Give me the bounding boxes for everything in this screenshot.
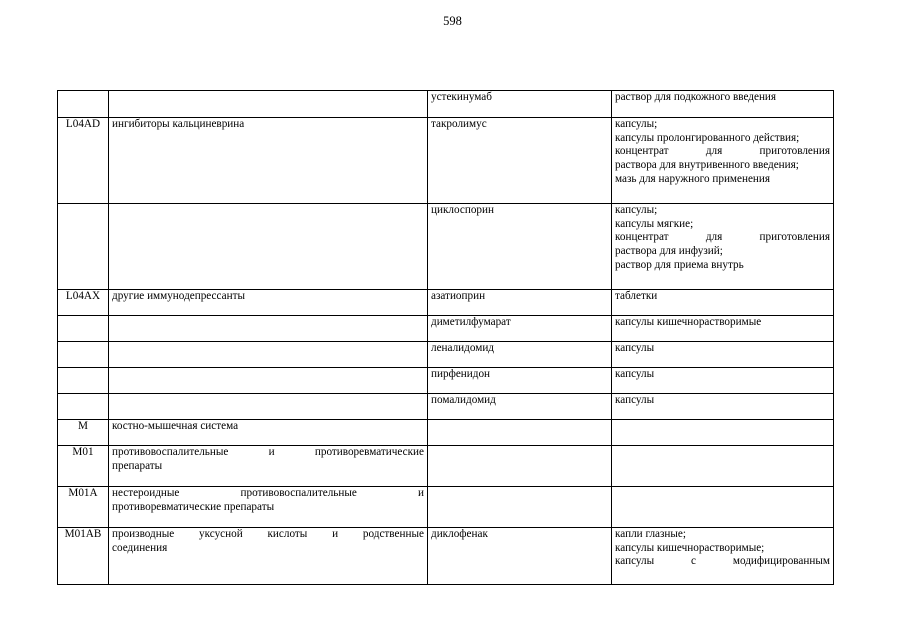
atx-code-cell xyxy=(58,368,109,394)
word: капсулы xyxy=(615,555,655,568)
table-row xyxy=(58,290,834,316)
word: с xyxy=(691,555,696,568)
table-row xyxy=(58,528,834,585)
drug-name-cell: леналидомид xyxy=(428,342,612,368)
drug-name-cell: устекинумаб xyxy=(428,91,612,118)
anatomical-group-cell xyxy=(109,487,428,528)
table-row xyxy=(58,394,834,420)
drug-name-cell xyxy=(428,446,612,487)
dosage-form-cell xyxy=(612,118,834,204)
anatomical-group-cell xyxy=(109,528,428,585)
dosage-form-line: капсулы; xyxy=(615,118,658,130)
table-row xyxy=(58,487,834,528)
word: противоревматические xyxy=(314,446,424,458)
dosage-form-line: таблетки xyxy=(615,290,658,302)
word: и xyxy=(418,487,424,499)
anatomical-group-cell xyxy=(109,446,428,487)
atx-code-cell xyxy=(58,342,109,368)
word: концентрат xyxy=(615,145,669,158)
dosage-form-cell xyxy=(612,446,834,487)
word: производные xyxy=(112,528,175,540)
dosage-form-cell xyxy=(612,487,834,528)
dosage-form-line: капсулы xyxy=(615,342,655,354)
table-row xyxy=(58,368,834,394)
dosage-form-line xyxy=(615,145,830,159)
dosage-form-line: раствора для внутривенного введения; xyxy=(615,159,799,172)
table-row xyxy=(58,204,834,290)
drug-name-cell: диклофенак xyxy=(428,528,612,585)
table-row xyxy=(58,91,834,118)
dosage-form-cell xyxy=(612,368,834,394)
table-row xyxy=(58,342,834,368)
drug-name-cell: циклоспорин xyxy=(428,204,612,290)
atx-code-cell xyxy=(58,394,109,420)
drug-name-cell: помалидомид xyxy=(428,394,612,420)
dosage-form-line: раствора для инфузий; xyxy=(615,245,723,258)
dosage-form-line: раствор для подкожного введения xyxy=(615,91,777,103)
group-name-line xyxy=(112,487,424,501)
dosage-form-cell xyxy=(612,420,834,446)
drug-name-cell: диметилфумарат xyxy=(428,316,612,342)
dosage-form-line: раствор для приема внутрь xyxy=(615,258,744,271)
word: противовоспалительные xyxy=(240,487,357,499)
dosage-form-line: капсулы кишечнорастворимые xyxy=(615,316,762,328)
word: кислоты xyxy=(267,528,308,540)
page-number: 598 xyxy=(443,14,462,28)
drug-name-cell: азатиоприн xyxy=(428,290,612,316)
dosage-form-line: капсулы xyxy=(615,368,655,380)
dosage-form-cell xyxy=(612,290,834,316)
dosage-form-line: капсулы мягкие; xyxy=(615,217,694,230)
word: приготовления xyxy=(759,145,830,158)
group-name-line: другие иммунодепрессанты xyxy=(112,290,245,302)
group-name-line xyxy=(112,446,424,460)
table-row xyxy=(58,118,834,204)
atx-code-cell: M xyxy=(58,420,109,446)
anatomical-group-cell xyxy=(109,316,428,342)
word: уксусной xyxy=(199,528,243,540)
table-row xyxy=(58,316,834,342)
anatomical-group-cell xyxy=(109,420,428,446)
word: и xyxy=(268,446,275,458)
atx-code-cell xyxy=(58,91,109,118)
dosage-form-line: мазь для наружного применения xyxy=(615,172,771,185)
anatomical-group-cell xyxy=(109,91,428,118)
group-name-line: противоревматические препараты xyxy=(112,500,275,513)
word: и xyxy=(332,528,339,540)
word: приготовления xyxy=(759,231,830,244)
dosage-form-line: капсулы кишечнорастворимые; xyxy=(615,541,765,554)
dosage-form-cell xyxy=(612,342,834,368)
word: родственные xyxy=(362,528,424,540)
word: противовоспалительные xyxy=(112,446,229,458)
word: модифицированным xyxy=(732,555,830,568)
anatomical-group-cell xyxy=(109,204,428,290)
drug-name-cell xyxy=(428,420,612,446)
word: нестероидные xyxy=(112,487,180,499)
drug-table xyxy=(57,90,834,585)
anatomical-group-cell xyxy=(109,394,428,420)
atx-code-cell: M01 xyxy=(58,446,109,487)
anatomical-group-cell xyxy=(109,118,428,204)
table-row xyxy=(58,446,834,487)
group-name-line: ингибиторы кальциневрина xyxy=(112,118,245,130)
dosage-form-cell xyxy=(612,204,834,290)
dosage-form-line xyxy=(615,555,830,569)
dosage-form-line: капсулы пролонгированного действия; xyxy=(615,131,800,144)
dosage-form-cell xyxy=(612,91,834,118)
dosage-form-line xyxy=(615,231,830,245)
word: концентрат xyxy=(615,231,669,244)
dosage-form-cell xyxy=(612,528,834,585)
anatomical-group-cell xyxy=(109,290,428,316)
group-name-line: костно-мышечная система xyxy=(112,420,239,432)
anatomical-group-cell xyxy=(109,342,428,368)
dosage-form-line: капсулы xyxy=(615,394,655,406)
atx-code-cell: L04AD xyxy=(58,118,109,204)
dosage-form-cell xyxy=(612,316,834,342)
drug-name-cell: пирфенидон xyxy=(428,368,612,394)
table-row xyxy=(58,420,834,446)
dosage-form-line: капли глазные; xyxy=(615,528,687,540)
atx-code-cell: M01A xyxy=(58,487,109,528)
drug-name-cell xyxy=(428,487,612,528)
dosage-form-line: капсулы; xyxy=(615,204,658,216)
group-name-line: соединения xyxy=(112,541,168,554)
group-name-line xyxy=(112,528,424,542)
atx-code-cell: M01AB xyxy=(58,528,109,585)
anatomical-group-cell xyxy=(109,368,428,394)
atx-code-cell xyxy=(58,204,109,290)
drug-name-cell: такролимус xyxy=(428,118,612,204)
group-name-line: препараты xyxy=(112,459,163,472)
atx-code-cell: L04AX xyxy=(58,290,109,316)
atx-code-cell xyxy=(58,316,109,342)
dosage-form-cell xyxy=(612,394,834,420)
word: для xyxy=(705,231,723,244)
word: для xyxy=(705,145,723,158)
